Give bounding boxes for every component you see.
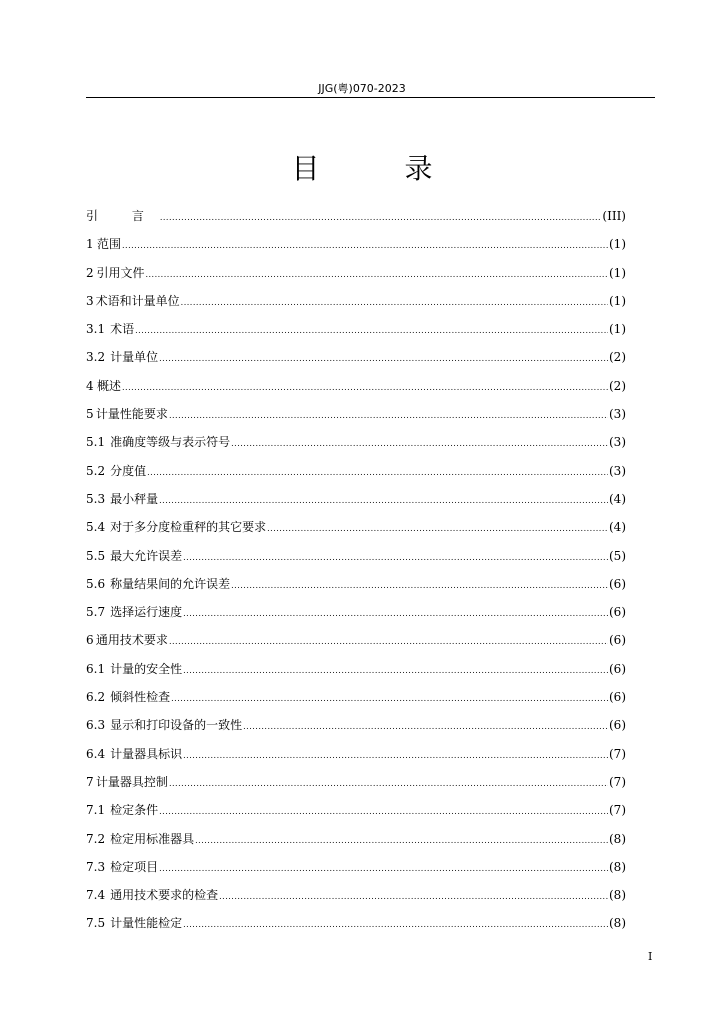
toc-leader-dots xyxy=(159,806,608,818)
toc-entry-page: (8) xyxy=(609,831,626,846)
toc-entry-title: 检定条件 xyxy=(110,803,159,818)
toc-entry[interactable] xyxy=(86,287,626,315)
toc-entry-number: 2 xyxy=(86,265,94,280)
toc-entry-title: 计量单位 xyxy=(110,350,159,365)
toc-entry[interactable] xyxy=(86,202,626,230)
toc-leader-dots xyxy=(219,891,608,903)
toc-leader-dots xyxy=(145,269,608,281)
toc-entry-title: 计量性能检定 xyxy=(110,916,183,931)
toc-entry-title: 术语 xyxy=(110,322,135,337)
toc-leader-dots xyxy=(181,297,608,309)
toc-entry[interactable] xyxy=(86,570,626,598)
toc-entry[interactable] xyxy=(86,428,626,456)
toc-entry-number: 1 xyxy=(86,237,94,252)
toc-leader-dots xyxy=(147,467,608,479)
toc-entry[interactable] xyxy=(86,542,626,570)
toc-entry-page: (6) xyxy=(609,718,626,733)
toc-entry[interactable] xyxy=(86,400,626,428)
toc-entry-title: 最小秤量 xyxy=(110,491,159,506)
toc-entry-title: 检定用标准器具 xyxy=(110,831,195,846)
toc-leader-dots xyxy=(135,325,608,337)
toc-entry-title: 检定项目 xyxy=(110,859,159,874)
toc-entry-number: 5.6 xyxy=(86,576,106,591)
toc-entry-page: (4) xyxy=(609,491,626,506)
toc-entry-page: (6) xyxy=(609,633,626,648)
toc-entry[interactable] xyxy=(86,457,626,485)
toc-entry-number: 5.2 xyxy=(86,463,106,478)
toc-entry-page: (7) xyxy=(609,774,626,789)
toc-entry-page: (6) xyxy=(609,605,626,620)
toc-entry[interactable] xyxy=(86,683,626,711)
toc-leader-dots xyxy=(169,410,608,422)
toc-entry[interactable] xyxy=(86,259,626,287)
toc-entry-page: (3) xyxy=(609,435,626,450)
toc-entry-number: 6.3 xyxy=(86,718,106,733)
toc-entry-title: 分度值 xyxy=(110,463,147,478)
toc-leader-dots xyxy=(231,438,608,450)
standard-code-header: JJG(粤)070-2023 xyxy=(318,82,406,95)
toc-entry-number: 7.4 xyxy=(86,888,106,903)
toc-entry-number: 7.5 xyxy=(86,916,106,931)
toc-leader-dots xyxy=(122,382,608,394)
toc-entry-page: (8) xyxy=(609,916,626,931)
toc-entry-title: 术语和计量单位 xyxy=(95,293,180,308)
toc-entry-number: 4 xyxy=(86,378,94,393)
toc-entry-title: 准确度等级与表示符号 xyxy=(110,435,231,450)
toc-entry-number: 5.1 xyxy=(86,435,106,450)
toc-entry-title: 对于多分度检重秤的其它要求 xyxy=(110,520,267,535)
toc-entry-page: (3) xyxy=(609,463,626,478)
toc-entry-title: 通用技术要求 xyxy=(95,633,168,648)
toc-entry-page: (3) xyxy=(609,407,626,422)
toc-entry-page: (III) xyxy=(602,209,626,223)
toc-entry-page: (7) xyxy=(609,803,626,818)
toc-leader-dots xyxy=(159,495,608,507)
toc-entry-page: (2) xyxy=(609,350,626,365)
toc-entry-page: (6) xyxy=(609,576,626,591)
toc-leader-dots xyxy=(183,552,608,564)
toc-entry-number: 6 xyxy=(86,633,94,648)
toc-entry-number: 3 xyxy=(86,293,94,308)
toc-entry-number: 7 xyxy=(86,774,94,789)
toc-entry-page: (2) xyxy=(609,378,626,393)
toc-entry[interactable] xyxy=(86,372,626,400)
toc-entry-title: 倾斜性检查 xyxy=(110,690,171,705)
toc-entry-title: 范围 xyxy=(96,237,121,252)
toc-entry-title: 称量结果间的允许误差 xyxy=(110,576,231,591)
toc-entry-page: (1) xyxy=(609,237,626,252)
toc-entry-page: (7) xyxy=(609,746,626,761)
toc-entry[interactable] xyxy=(86,513,626,541)
toc-entry-page: (1) xyxy=(609,322,626,337)
toc-entry-number: 6.2 xyxy=(86,690,106,705)
toc-entry-number: 6.4 xyxy=(86,746,106,761)
toc-entry[interactable] xyxy=(86,825,626,853)
toc-entry-number: 5.5 xyxy=(86,548,106,563)
page-number: I xyxy=(648,950,653,963)
toc-leader-dots xyxy=(169,636,608,648)
toc-entry-number: 5.4 xyxy=(86,520,106,535)
toc-leader-dots xyxy=(169,778,608,790)
toc-entry[interactable] xyxy=(86,626,626,654)
toc-leader-dots xyxy=(159,863,608,875)
toc-entry-title: 引 言 xyxy=(86,209,159,223)
toc-entry-number: 7.3 xyxy=(86,859,106,874)
toc-leader-dots xyxy=(159,353,608,365)
toc-leader-dots xyxy=(171,693,608,705)
toc-entry-number: 5.3 xyxy=(86,491,106,506)
toc-entry-page: (6) xyxy=(609,661,626,676)
table-of-contents xyxy=(86,202,626,938)
toc-entry-page: (8) xyxy=(609,888,626,903)
toc-entry-title: 引用文件 xyxy=(96,265,145,280)
toc-entry-title: 计量器具标识 xyxy=(110,746,183,761)
toc-entry[interactable] xyxy=(86,343,626,371)
toc-entry-title: 概述 xyxy=(96,378,121,393)
toc-entry-number: 3.1 xyxy=(86,322,106,337)
toc-entry-page: (4) xyxy=(609,520,626,535)
toc-entry-number: 7.2 xyxy=(86,831,106,846)
toc-entry-page: (1) xyxy=(609,265,626,280)
toc-entry[interactable] xyxy=(86,655,626,683)
toc-leader-dots xyxy=(160,212,602,224)
toc-entry[interactable] xyxy=(86,740,626,768)
toc-entry-page: (5) xyxy=(609,548,626,563)
header-divider xyxy=(86,97,655,98)
toc-entry-page: (8) xyxy=(609,859,626,874)
toc-entry[interactable] xyxy=(86,853,626,881)
toc-entry-number: 7.1 xyxy=(86,803,106,818)
toc-entry[interactable] xyxy=(86,485,626,513)
toc-entry[interactable] xyxy=(86,768,626,796)
toc-leader-dots xyxy=(183,665,608,677)
toc-entry[interactable] xyxy=(86,711,626,739)
toc-entry[interactable] xyxy=(86,881,626,909)
toc-leader-dots xyxy=(231,580,608,592)
toc-entry-title: 计量器具控制 xyxy=(95,774,168,789)
toc-entry-page: (6) xyxy=(609,690,626,705)
toc-entry-title: 显示和打印设备的一致性 xyxy=(110,718,243,733)
toc-entry-title: 计量性能要求 xyxy=(95,407,168,422)
toc-entry-title: 选择运行速度 xyxy=(110,605,183,620)
toc-leader-dots xyxy=(183,750,608,762)
toc-entry-title: 计量的安全性 xyxy=(110,661,183,676)
toc-entry-title: 最大允许误差 xyxy=(110,548,183,563)
toc-title: 目 录 xyxy=(291,152,471,185)
toc-entry[interactable] xyxy=(86,909,626,937)
toc-leader-dots xyxy=(183,608,608,620)
toc-entry-number: 3.2 xyxy=(86,350,106,365)
toc-entry-number: 5.7 xyxy=(86,605,106,620)
toc-leader-dots xyxy=(122,240,608,252)
toc-entry[interactable] xyxy=(86,315,626,343)
toc-entry-page: (1) xyxy=(609,293,626,308)
toc-leader-dots xyxy=(195,835,608,847)
toc-leader-dots xyxy=(243,721,608,733)
toc-entry[interactable] xyxy=(86,598,626,626)
toc-entry-title: 通用技术要求的检查 xyxy=(110,888,219,903)
toc-leader-dots xyxy=(183,919,608,931)
toc-entry-number: 6.1 xyxy=(86,661,106,676)
toc-entry-number: 5 xyxy=(86,407,94,422)
toc-entry[interactable] xyxy=(86,796,626,824)
toc-leader-dots xyxy=(267,523,608,535)
toc-entry[interactable] xyxy=(86,230,626,258)
